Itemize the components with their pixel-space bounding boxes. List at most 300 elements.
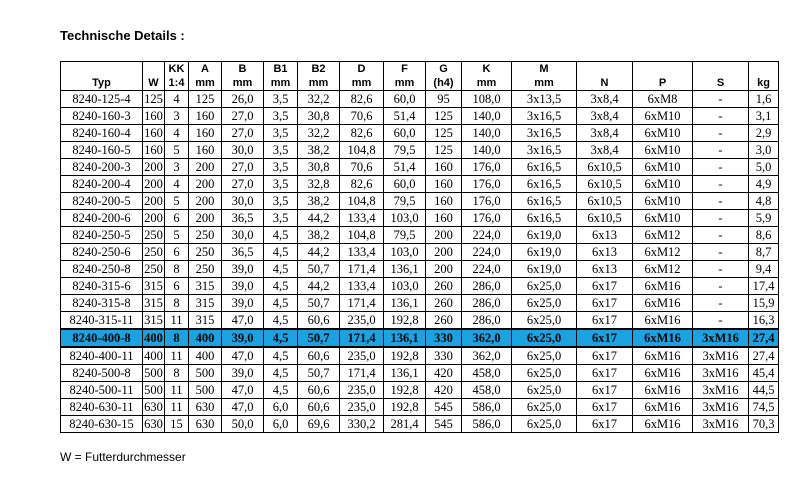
value-cell: - [693,295,749,312]
value-cell: 160 [426,193,462,210]
value-cell: 6x10,5 [577,210,633,227]
value-cell: 79,5 [384,142,426,159]
value-cell: 500 [144,383,163,397]
table-row [61,312,779,330]
header-top-cell [577,62,633,77]
technical-details-table [60,61,779,433]
value-cell: 330 [426,347,462,365]
value-cell: 3x16,5 [512,108,577,125]
value-cell: 5,9 [749,210,779,227]
value-cell: 458,0 [462,365,512,382]
value-cell: 3xM16 [693,416,749,433]
value-cell: 16,3 [749,312,779,330]
value-cell: 250 [144,262,163,276]
value-cell: 4,5 [264,347,298,365]
value-cell: 235,0 [340,399,384,416]
value-cell: 160 [426,210,462,227]
value-cell: 104,8 [340,227,384,244]
value-cell: 545 [426,416,462,433]
header-bottom-cell: N [577,76,633,91]
value-cell: 5 [165,193,189,210]
header-top-cell: B1 [264,62,298,77]
value-cell: 200 [189,210,222,227]
value-cell: 6x19,0 [512,261,577,278]
value-cell: 9,4 [749,261,779,278]
header-bottom-cell: (h4) [426,76,462,91]
value-cell: 15,9 [749,295,779,312]
value-cell: 6xM16 [633,365,693,382]
value-cell: 4,5 [264,244,298,261]
value-cell: 74,5 [749,399,779,416]
value-cell: 136,1 [384,329,426,347]
header-bottom-cell: P [633,76,693,91]
table-row [61,347,779,365]
value-cell: 171,4 [340,295,384,312]
value-cell: 250 [189,244,222,261]
value-cell: 103,0 [384,278,426,295]
value-cell: - [693,312,749,330]
value-cell: 6x25,0 [512,278,577,295]
value-cell: 3x8,4 [577,125,633,142]
footnote: W = Futterdurchmesser [60,450,186,464]
value-cell: 108,0 [462,91,512,108]
value-cell: 400 [189,347,222,365]
value-cell: 3x8,4 [577,108,633,125]
value-cell: 6xM12 [633,244,693,261]
value-cell: 60,6 [298,382,340,399]
value-cell: - [693,244,749,261]
value-cell: 200 [426,244,462,261]
value-cell: 11 [165,347,189,365]
header-bottom-cell: Typ [61,76,143,91]
value-cell: 281,4 [384,416,426,433]
table-row [61,416,779,433]
value-cell: 136,1 [384,261,426,278]
table-row [61,295,779,312]
value-cell: 38,2 [298,142,340,159]
value-cell: - [693,159,749,176]
value-cell: 6xM12 [633,227,693,244]
header-row-top [61,62,779,77]
value-cell: 6x17 [577,416,633,433]
value-cell: 6xM16 [633,399,693,416]
value-cell: 3,5 [264,108,298,125]
value-cell: 6x25,0 [512,312,577,330]
table-row [61,91,779,108]
value-cell: 17,4 [749,278,779,295]
value-cell: 160 [426,159,462,176]
value-cell: - [693,227,749,244]
value-cell: 27,0 [222,108,264,125]
value-cell: 95 [426,91,462,108]
value-cell: 3,5 [264,193,298,210]
value-cell: 82,6 [340,125,384,142]
table-row [61,399,779,416]
header-bottom-cell: S [693,76,749,91]
value-cell: 11 [165,399,189,416]
value-cell: 6xM8 [633,91,693,108]
value-cell: 6x25,0 [512,416,577,433]
header-top-cell: G [426,62,462,77]
value-cell: 44,2 [298,278,340,295]
value-cell: 27,0 [222,176,264,193]
value-cell: 160 [144,126,163,140]
value-cell: 39,0 [222,295,264,312]
value-cell: 82,6 [340,176,384,193]
value-cell: 176,0 [462,193,512,210]
value-cell: 6x19,0 [512,244,577,261]
value-cell: 192,8 [384,382,426,399]
value-cell: 44,2 [298,244,340,261]
value-cell: 4 [165,91,189,108]
value-cell: 3x8,4 [577,91,633,108]
value-cell: 45,4 [749,365,779,382]
header-bottom-cell: mm [222,76,264,91]
value-cell: 38,2 [298,193,340,210]
header-bottom-cell: mm [512,76,577,91]
value-cell: 36,5 [222,244,264,261]
table-row [61,176,779,193]
value-cell: - [693,125,749,142]
value-cell: 6 [165,278,189,295]
value-cell: 11 [165,312,189,330]
value-cell: 400 [189,329,222,347]
value-cell: 140,0 [462,125,512,142]
value-cell: 6x25,0 [512,295,577,312]
value-cell: 200 [144,160,163,174]
header-bottom-cell: mm [298,76,340,91]
value-cell: 11 [165,382,189,399]
value-cell: 458,0 [462,382,512,399]
value-cell: 192,8 [384,312,426,330]
value-cell: 32,2 [298,91,340,108]
table-row [61,382,779,399]
value-cell: 6x19,0 [512,227,577,244]
value-cell: 6x17 [577,382,633,399]
value-cell: 362,0 [462,329,512,347]
value-cell: 51,4 [384,108,426,125]
value-cell: 70,3 [749,416,779,433]
value-cell: 3,5 [264,125,298,142]
type-cell: 8240-160-3 [61,108,143,125]
value-cell: 4,5 [264,278,298,295]
value-cell: 6xM16 [633,295,693,312]
value-cell: - [693,210,749,227]
value-cell: 3x16,5 [512,125,577,142]
value-cell: 6xM10 [633,125,693,142]
value-cell: 47,0 [222,347,264,365]
value-cell: 60,0 [384,91,426,108]
value-cell: 420 [426,382,462,399]
value-cell: 224,0 [462,227,512,244]
value-cell: 36,5 [222,210,264,227]
value-cell: 8,7 [749,244,779,261]
value-cell: 235,0 [340,382,384,399]
value-cell: 140,0 [462,108,512,125]
value-cell: 79,5 [384,193,426,210]
value-cell: 2,9 [749,125,779,142]
value-cell: 315 [144,313,163,327]
header-top-cell [693,62,749,77]
value-cell: 224,0 [462,244,512,261]
type-cell: 8240-315-8 [61,295,143,312]
value-cell: 200 [144,177,163,191]
value-cell: 50,0 [222,416,264,433]
value-cell: 125 [426,142,462,159]
value-cell: 79,5 [384,227,426,244]
value-cell: 50,7 [298,365,340,382]
table-row [61,142,779,159]
value-cell: 44,5 [749,382,779,399]
value-cell: 171,4 [340,365,384,382]
header-top-cell [749,62,779,77]
value-cell: 6 [165,210,189,227]
value-cell: 6xM16 [633,312,693,330]
value-cell: 4 [165,176,189,193]
table-row [61,278,779,295]
header-top-cell: K [462,62,512,77]
value-cell: 630 [189,399,222,416]
value-cell: 104,8 [340,193,384,210]
table-row [61,210,779,227]
type-cell: 8240-160-5 [61,142,143,159]
header-bottom-cell: W [143,76,165,91]
value-cell: 125 [426,125,462,142]
value-cell: 200 [426,227,462,244]
value-cell: 27,0 [222,159,264,176]
value-cell: 3xM16 [693,329,749,347]
value-cell: 200 [189,193,222,210]
header-bottom-cell: mm [384,76,426,91]
value-cell: 125 [426,108,462,125]
value-cell: 6x17 [577,329,633,347]
value-cell: 4,5 [264,382,298,399]
value-cell: - [693,142,749,159]
header-top-cell: F [384,62,426,77]
header-bottom-cell: mm [264,76,298,91]
header-top-cell: B [222,62,264,77]
value-cell: 8 [165,261,189,278]
value-cell: 6xM10 [633,193,693,210]
value-cell: 176,0 [462,159,512,176]
section-title: Technische Details : [60,28,185,43]
value-cell: 44,2 [298,210,340,227]
value-cell: 4,5 [264,329,298,347]
value-cell: 6x13 [577,227,633,244]
table-row [61,365,779,382]
value-cell: 4,5 [264,312,298,330]
value-cell: 39,0 [222,278,264,295]
value-cell: 500 [144,366,163,380]
type-cell: 8240-315-6 [61,278,143,295]
value-cell: 6x17 [577,295,633,312]
value-cell: 140,0 [462,142,512,159]
value-cell: - [693,261,749,278]
value-cell: 39,0 [222,261,264,278]
value-cell: 4,5 [264,295,298,312]
value-cell: 125 [144,92,163,106]
value-cell: 6x10,5 [577,159,633,176]
value-cell: 4,5 [264,365,298,382]
value-cell: 192,8 [384,347,426,365]
type-cell: 8240-400-8 [61,329,143,347]
table-header [61,62,779,91]
value-cell: 136,1 [384,365,426,382]
value-cell: 286,0 [462,295,512,312]
value-cell: 27,4 [749,347,779,365]
value-cell: 315 [189,312,222,330]
value-cell: 6xM10 [633,142,693,159]
value-cell: 60,6 [298,347,340,365]
value-cell: 60,0 [384,176,426,193]
type-cell: 8240-630-11 [61,399,143,416]
value-cell: 3xM16 [693,382,749,399]
value-cell: 6x17 [577,365,633,382]
value-cell: 104,8 [340,142,384,159]
value-cell: 160 [144,109,163,123]
table-row [61,261,779,278]
header-top-cell: KK [165,62,189,77]
value-cell: 4,9 [749,176,779,193]
value-cell: 32,8 [298,176,340,193]
header-bottom-cell: mm [462,76,512,91]
value-cell: 38,2 [298,227,340,244]
value-cell: 3,5 [264,91,298,108]
value-cell: 224,0 [462,261,512,278]
value-cell: 6x10,5 [577,193,633,210]
type-cell: 8240-250-8 [61,261,143,278]
value-cell: 6x13 [577,261,633,278]
type-cell: 8240-500-8 [61,365,143,382]
value-cell: 103,0 [384,210,426,227]
header-bottom-cell: kg [749,76,779,91]
value-cell: 630 [144,417,163,431]
value-cell: 315 [189,278,222,295]
value-cell: 1,6 [749,91,779,108]
value-cell: 260 [426,295,462,312]
value-cell: 6xM16 [633,347,693,365]
value-cell: - [693,278,749,295]
value-cell: 6x16,5 [512,193,577,210]
value-cell: 26,0 [222,91,264,108]
value-cell: 6x10,5 [577,176,633,193]
value-cell: 6 [165,244,189,261]
value-cell: 315 [189,295,222,312]
value-cell: 200 [426,261,462,278]
value-cell: 315 [144,279,163,293]
type-cell: 8240-160-4 [61,125,143,142]
value-cell: 3 [165,159,189,176]
type-cell: 8240-200-5 [61,193,143,210]
header-bottom-cell: mm [189,76,222,91]
value-cell: 30,0 [222,227,264,244]
value-cell: 400 [144,331,163,345]
value-cell: - [693,108,749,125]
value-cell: 250 [144,228,163,242]
value-cell: 136,1 [384,295,426,312]
header-bottom-cell: 1:4 [165,76,189,91]
value-cell: 235,0 [340,312,384,330]
value-cell: 70,6 [340,108,384,125]
value-cell: 50,7 [298,295,340,312]
value-cell: 500 [189,382,222,399]
value-cell: 192,8 [384,399,426,416]
value-cell: 6xM12 [633,261,693,278]
value-cell: 586,0 [462,416,512,433]
value-cell: 133,4 [340,278,384,295]
value-cell: 60,6 [298,399,340,416]
value-cell: 82,6 [340,91,384,108]
type-cell: 8240-315-11 [61,312,143,330]
value-cell: 3xM16 [693,347,749,365]
value-cell: 5,0 [749,159,779,176]
value-cell: 51,4 [384,159,426,176]
type-cell: 8240-400-11 [61,347,143,365]
value-cell: 103,0 [384,244,426,261]
value-cell: 133,4 [340,210,384,227]
value-cell: - [693,91,749,108]
value-cell: 250 [144,245,163,259]
value-cell: 3xM16 [693,365,749,382]
value-cell: 60,6 [298,312,340,330]
value-cell: 3,1 [749,108,779,125]
value-cell: 250 [189,227,222,244]
value-cell: 70,6 [340,159,384,176]
header-bottom-cell: mm [340,76,384,91]
type-cell: 8240-250-5 [61,227,143,244]
table-body [61,91,779,433]
value-cell: 160 [189,142,222,159]
table-row [61,227,779,244]
header-top-cell [143,62,165,77]
value-cell: 47,0 [222,382,264,399]
value-cell: 6xM16 [633,278,693,295]
value-cell: 200 [144,194,163,208]
value-cell: 171,4 [340,261,384,278]
value-cell: 6x16,5 [512,176,577,193]
value-cell: 8 [165,365,189,382]
type-cell: 8240-125-4 [61,91,143,108]
value-cell: 27,0 [222,125,264,142]
value-cell: 630 [189,416,222,433]
value-cell: 133,4 [340,244,384,261]
table-row [61,159,779,176]
header-top-cell: D [340,62,384,77]
value-cell: 60,0 [384,125,426,142]
value-cell: 260 [426,278,462,295]
value-cell: 6,0 [264,399,298,416]
value-cell: 6x25,0 [512,365,577,382]
table-row-highlighted [61,329,779,347]
value-cell: 47,0 [222,312,264,330]
value-cell: 39,0 [222,365,264,382]
value-cell: 6x25,0 [512,347,577,365]
header-top-cell [633,62,693,77]
value-cell: 3,5 [264,142,298,159]
type-cell: 8240-250-6 [61,244,143,261]
value-cell: 160 [144,143,163,157]
value-cell: 420 [426,365,462,382]
value-cell: 32,2 [298,125,340,142]
value-cell: 5 [165,227,189,244]
value-cell: 4 [165,125,189,142]
value-cell: 586,0 [462,399,512,416]
value-cell: 200 [189,176,222,193]
value-cell: 30,8 [298,159,340,176]
value-cell: 39,0 [222,329,264,347]
value-cell: - [693,176,749,193]
value-cell: 125 [189,91,222,108]
